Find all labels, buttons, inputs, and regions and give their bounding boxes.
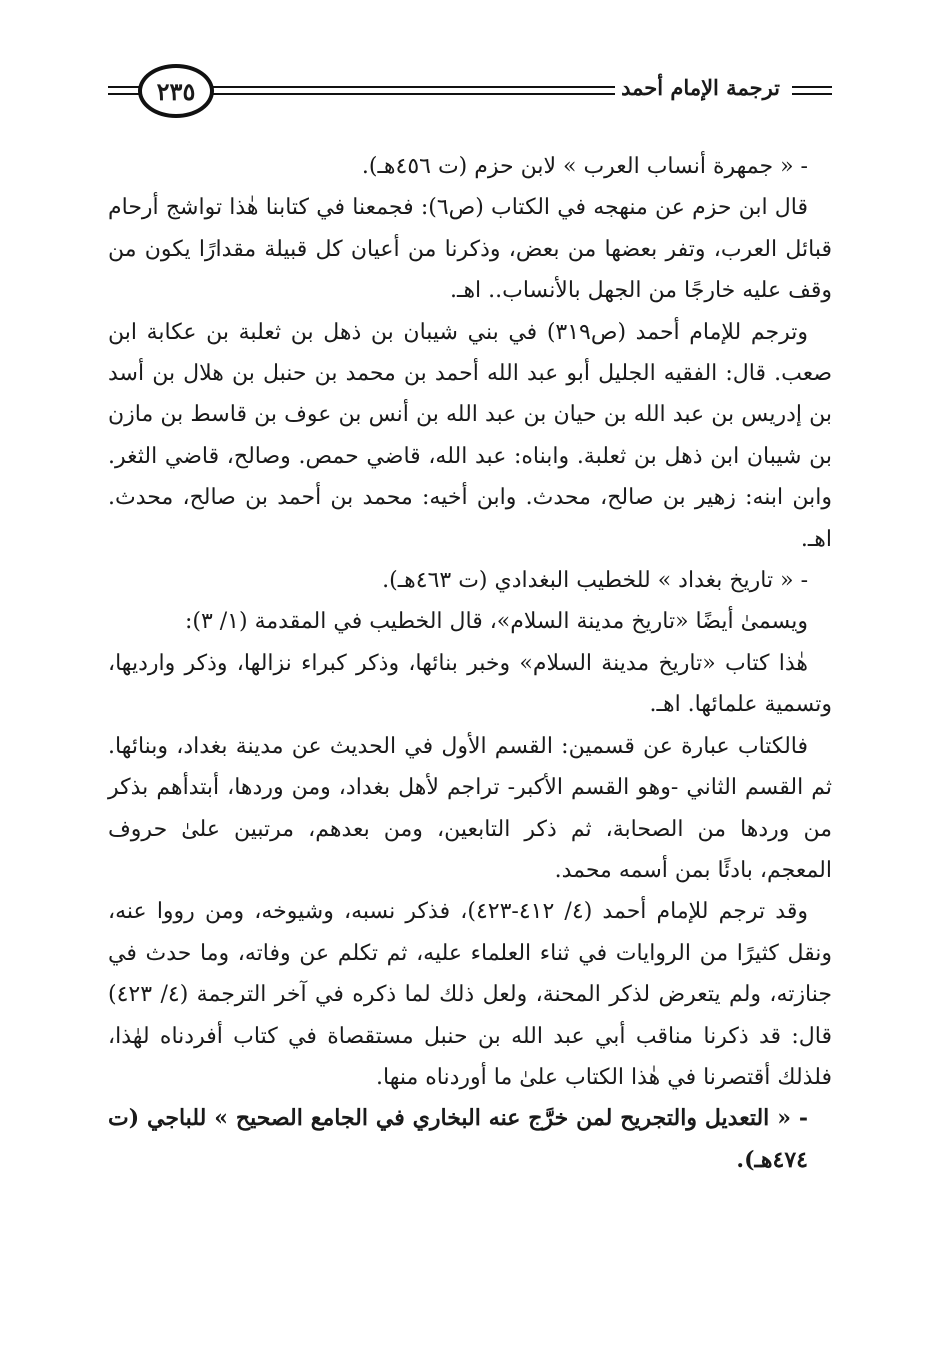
page-number-badge (138, 64, 214, 118)
page-number: ٢٣٥ (156, 76, 196, 106)
paragraph-tadil-wal-tajrih: - « التعديل والتجريح لمن خرَّج عنه البخاري في الجامع الصحيح » للباجي (ت ٤٧٤هـ). (108, 1105, 808, 1173)
header-rule-right-top (792, 86, 832, 88)
paragraph-tarikh-baghdad: - « تاريخ بغداد » للخطيب البغدادي (ت ٤٦٣هـ). (382, 568, 808, 594)
page-header (108, 62, 832, 122)
page-body (108, 146, 832, 1181)
paragraph-khatib-biography: وقد ترجم للإمام أحمد (٤/ ٤١٢-٤٢٣)، فذكر نسبه، وشيوخه، ومن رووا عنه، ونقل كثيرًا من الروايات في ثناء العلماء عليه، ثم تكلم عن وفاته، وما حدث في جنازته، ولم يتعرض لذكر المحنة، ولعل ذلك لما ذكره في آخر الترجمة (٤/ ٤٢٣) قال: قد ذكرنا مناقب أبي عبد الله بن حنبل مستقصاة في كتاب أفردناه لهٰذا، فلذلك أقتصرنا في هٰذا الكتاب علىٰ ما أوردناه منها. (108, 899, 833, 1090)
paragraph-ibn-hazm-method: قال ابن حزم عن منهجه في الكتاب (ص٦): فجمعنا في كتابنا هٰذا تواشج أرحام قبائل العرب، وتفر بعضها من بعض، وذكرنا من أعيان كل قبيلة مقدارًا يكون من وقف عليه خارجًا من الجهل بالأنساب.. اهـ. (108, 195, 832, 304)
paragraph-madinat-al-salam: ويسمىٰ أيضًا «تاريخ مدينة السلام»، قال الخطيب في المقدمة (١/ ٣): (184, 609, 808, 635)
paragraph-jamharat-ansab: - « جمهرة أنساب العرب » لابن حزم (ت ٤٥٦هـ). (361, 154, 808, 179)
paragraph-ibn-hazm-biography: وترجم للإمام أحمد (ص٣١٩) في بني شيبان بن ذهل بن ثعلبة بن عكابة ابن صعب. قال: الفقيه الجليل أبو عبد الله أحمد بن محمد بن حنبل بن هلال بن أسد بن إدريس بن عبد الله بن حيان بن عبد الله بن أنس بن عوف بن قاسط بن مازن بن شيبان ابن ذهل بن ثعلبة. وابناه: عبد الله، قاضي حمص. وصالح، قاضي الثغر. وابن ابنه: زهير بن صالح، محدث. وابن أخيه: محمد بن أحمد بن صالح، محدث. اهـ. (108, 319, 832, 552)
paragraph-book-sections: فالكتاب عبارة عن قسمين: القسم الأول في الحديث عن مدينة بغداد، وبنائها. ثم القسم الثاني -وهو القسم الأكبر- تراجم لأهل بغداد، ومن وردها، أبتدأهم بذكر من وردها من الصحابة، ثم ذكر التابعين، ومن بعدهم، مرتبين علىٰ حروف المعجم، بادئًا بمن أسمه محمد. (108, 733, 832, 883)
running-title: ترجمة الإمام أحمد (615, 75, 786, 100)
header-rule-right-bottom (792, 93, 832, 95)
paragraph-khatib-quote: هٰذا كتاب «تاريخ مدينة السلام» وخبر بنائها، وذكر كبراء نزالها، وذكر وارديها، وتسمية علمائها. اهـ. (108, 650, 832, 718)
